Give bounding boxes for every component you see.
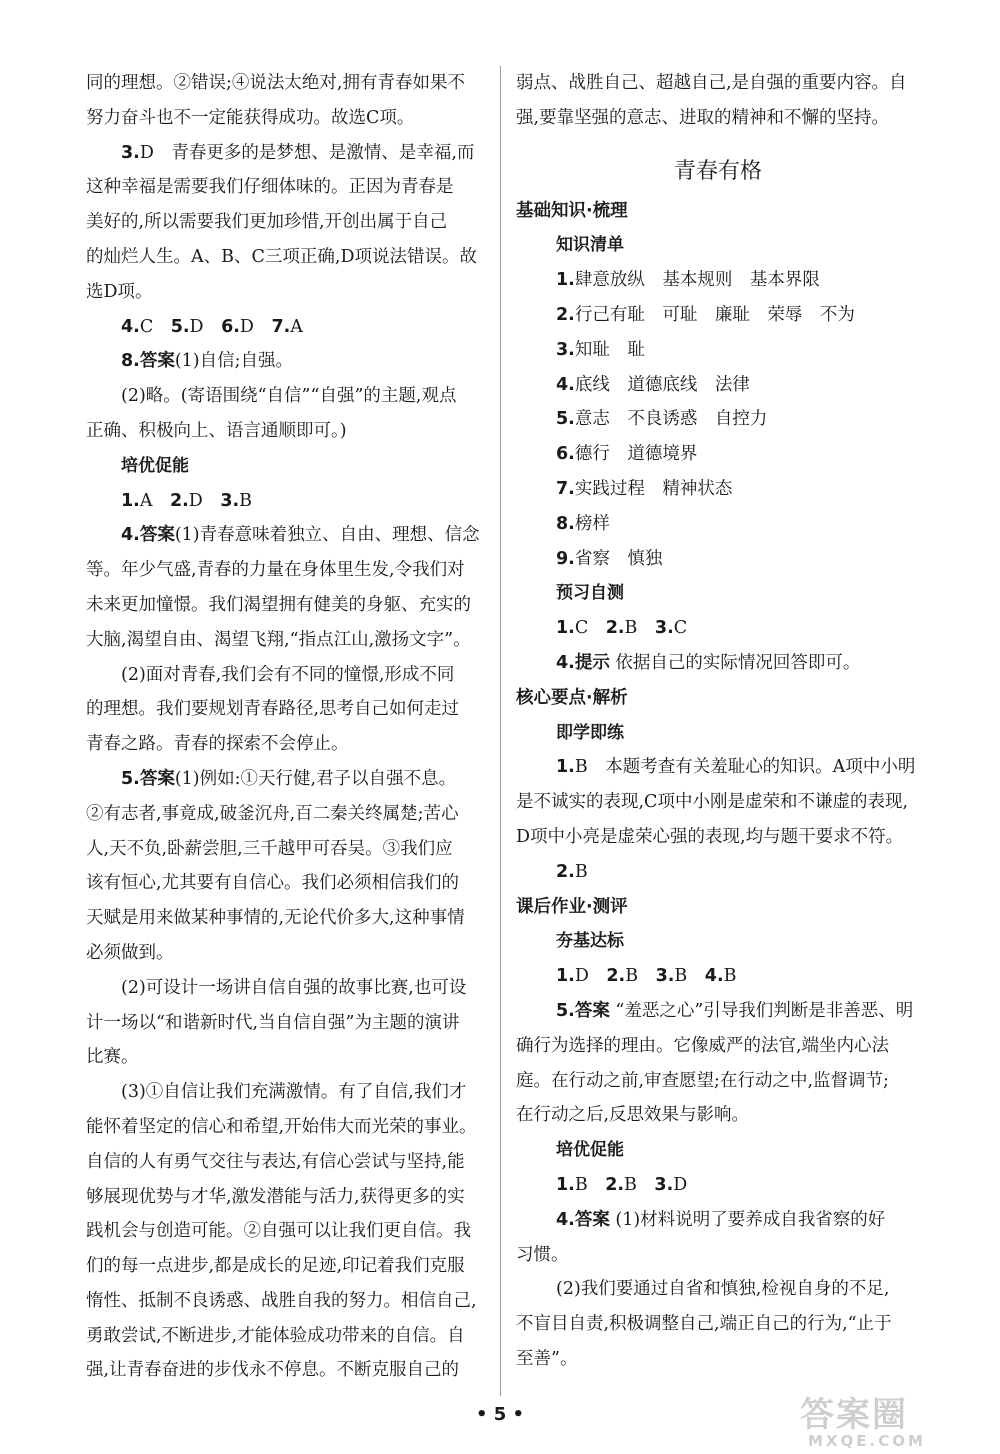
text-line: 勇敢尝试,不断进步,才能体验成功带来的自信。自 (86, 1325, 465, 1346)
knowledge-item: 5.意志 不良诱惑 自控力 (556, 409, 768, 430)
answer-items-4-7: 4.C 5.D 6.D 7.A (121, 316, 303, 337)
text-line: 确行为选择的理由。它像威严的法官,端坐内心法 (516, 1035, 890, 1056)
section-heading: 课后作业·测评 (516, 896, 628, 917)
text-line: D项中小亮是虚荣心强的表现,均与题干要求不符。 (516, 826, 904, 847)
watermark-text: 答案圈 (800, 1395, 908, 1435)
knowledge-item: 4.底线 道德底线 法律 (556, 374, 750, 395)
text-line: (3)①自信让我们充满激情。有了自信,我们才 (121, 1082, 467, 1103)
answer-items-1-3: 1.B 2.B 3.D (556, 1174, 688, 1195)
column-divider (500, 66, 501, 1396)
watermark-url: MXQE.COM (808, 1432, 926, 1450)
knowledge-item: 1.肆意放纵 基本规则 基本界限 (556, 270, 820, 291)
subsection-heading: 夯基达标 (556, 931, 624, 952)
subsection-heading: 培优促能 (121, 455, 189, 476)
answer-items-1-4: 1.D 2.B 3.B 4.B (556, 966, 737, 987)
text-line: 强,要靠坚强的意志、进取的精神和不懈的坚持。 (516, 107, 890, 128)
text-line: 惰性、抵制不良诱惑、战胜自我的努力。相信自己, (86, 1290, 477, 1311)
text-line: 努力奋斗也不一定能获得成功。故选C项。 (86, 107, 415, 128)
text-line: 在行动之后,反思效果与影响。 (516, 1105, 750, 1126)
text-line: 计一场以“和谐新时代,当自信自强”为主题的演讲 (86, 1012, 460, 1033)
answer-items-1-3: 1.C 2.B 3.C (556, 618, 688, 639)
text-line: 不盲目自责,积极调整自己,端正自己的行为,“止于 (516, 1314, 892, 1335)
section-heading: 基础知识·梳理 (516, 200, 628, 221)
text-line: 天赋是用来做某种事情的,无论代价多大,这种事情 (86, 908, 465, 929)
answer-item-5: 5.答案(1)例如:①天行健,君子以自强不息。 (121, 768, 457, 789)
answer-item-4: 4.答案 (1)材料说明了要养成自我省察的好 (556, 1209, 886, 1230)
text-line: (2)可设计一场讲自信自强的故事比赛,也可设 (121, 977, 467, 998)
text-line: 能怀着坚定的信心和希望,开始伟大而光荣的事业。 (86, 1116, 477, 1137)
text-line: 正确、积极向上、语言通顺即可。) (86, 420, 347, 441)
answer-items-1-3: 1.A 2.D 3.B (121, 490, 253, 511)
text-line: 自信的人有勇气交往与表达,有信心尝试与坚持,能 (86, 1151, 465, 1172)
right-column (516, 66, 920, 1377)
section-heading: 核心要点·解析 (516, 687, 628, 708)
text-line: 的灿烂人生。A、B、C三项正确,D项说法错误。故 (86, 246, 477, 267)
left-column (86, 66, 486, 1388)
text-line: 是不诚实的表现,C项中小刚是虚荣和不谦虚的表现, (516, 792, 909, 813)
text-line: 该有恒心,尤其要有自信心。我们必须相信我们的 (86, 873, 460, 894)
knowledge-item: 9.省察 慎独 (556, 548, 663, 569)
subsection-heading: 即学即练 (556, 722, 624, 743)
subsection-heading: 预习自测 (556, 583, 624, 604)
text-line: 必须做到。 (86, 942, 174, 963)
knowledge-item: 8.榜样 (556, 513, 610, 534)
knowledge-item: 6.德行 道德境界 (556, 444, 698, 465)
answer-item-1: 1.B 本题考查有关羞耻心的知识。A项中小明 (556, 757, 916, 778)
text-line: 比赛。 (86, 1047, 139, 1068)
knowledge-item: 3.知耻 耻 (556, 339, 645, 360)
text-line: 至善”。 (516, 1348, 578, 1369)
subsection-heading: 培优促能 (556, 1140, 624, 1161)
knowledge-item: 2.行己有耻 可耻 廉耻 荣辱 不为 (556, 304, 855, 325)
text-line: (2)我们要通过自省和慎独,检视自身的不足, (556, 1279, 890, 1300)
text-line: 美好的,所以需要我们更加珍惜,开创出属于自己 (86, 212, 448, 233)
text-line: 弱点、战胜自己、超越自己,是自强的重要内容。自 (516, 73, 907, 93)
watermark-logo (800, 1395, 985, 1450)
text-line: (2)略。(寄语围绕“自信”“自强”的主题,观点 (121, 386, 457, 407)
text-line: 人,天不负,卧薪尝胆,三千越甲可吞吴。③我们应 (86, 838, 453, 859)
knowledge-item: 7.实践过程 精神状态 (556, 478, 733, 499)
text-line: 同的理想。②错误;④说法太绝对,拥有青春如果不 (86, 73, 465, 93)
text-line: 大脑,渴望自由、渴望飞翔,“指点江山,激扬文字”。 (86, 629, 471, 650)
answer-item-3: 3.D 青春更多的是梦想、是激情、是幸福,而 (121, 142, 475, 163)
text-line: 等。年少气盛,青春的力量在身体里生发,令我们对 (86, 560, 465, 581)
text-line: 的理想。我们要规划青春路径,思考自己如何走过 (86, 699, 460, 720)
text-line: 庭。在行动之前,审查愿望;在行动之中,监督调节; (516, 1070, 889, 1091)
text-line: 们的每一点进步,都是成长的足迹,印记着我们克服 (86, 1256, 465, 1277)
text-line: (2)面对青春,我们会有不同的憧憬,形成不同 (121, 664, 455, 685)
subsection-heading: 知识清单 (556, 235, 624, 256)
answer-item-4: 4.提示 依据自己的实际情况回答即可。 (556, 652, 861, 673)
text-line: 这种幸福是需要我们仔细体味的。正因为青春是 (86, 177, 454, 198)
text-line: 践机会与创造可能。②自强可以让我们更自信。我 (86, 1221, 471, 1242)
text-line: 未来更加憧憬。我们渴望拥有健美的身躯、充实的 (86, 594, 471, 615)
answer-item-8: 8.答案(1)自信;自强。 (121, 351, 294, 372)
answer-item-5: 5.答案 “羞恶之心”引导我们判断是非善恶、明 (556, 1000, 914, 1021)
answer-item-4: 4.答案(1)青春意味着独立、自由、理想、信念 (121, 525, 480, 546)
text-line: 习惯。 (516, 1244, 569, 1265)
text-line: 选D项。 (86, 281, 153, 302)
text-line: 够展现优势与才华,激发潜能与活力,获得更多的实 (86, 1186, 465, 1207)
answer-item-2: 2.B (556, 861, 588, 882)
text-line: 青春之路。青春的探索不会停止。 (86, 734, 349, 755)
lesson-title: 青春有格 (673, 158, 762, 184)
page-number: • 5 • (475, 1404, 525, 1425)
text-line: ②有志者,事竟成,破釜沉舟,百二秦关终属楚;苦心 (86, 803, 459, 824)
text-line: 强,让青春奋进的步伐永不停息。不断克服自己的 (86, 1360, 460, 1381)
